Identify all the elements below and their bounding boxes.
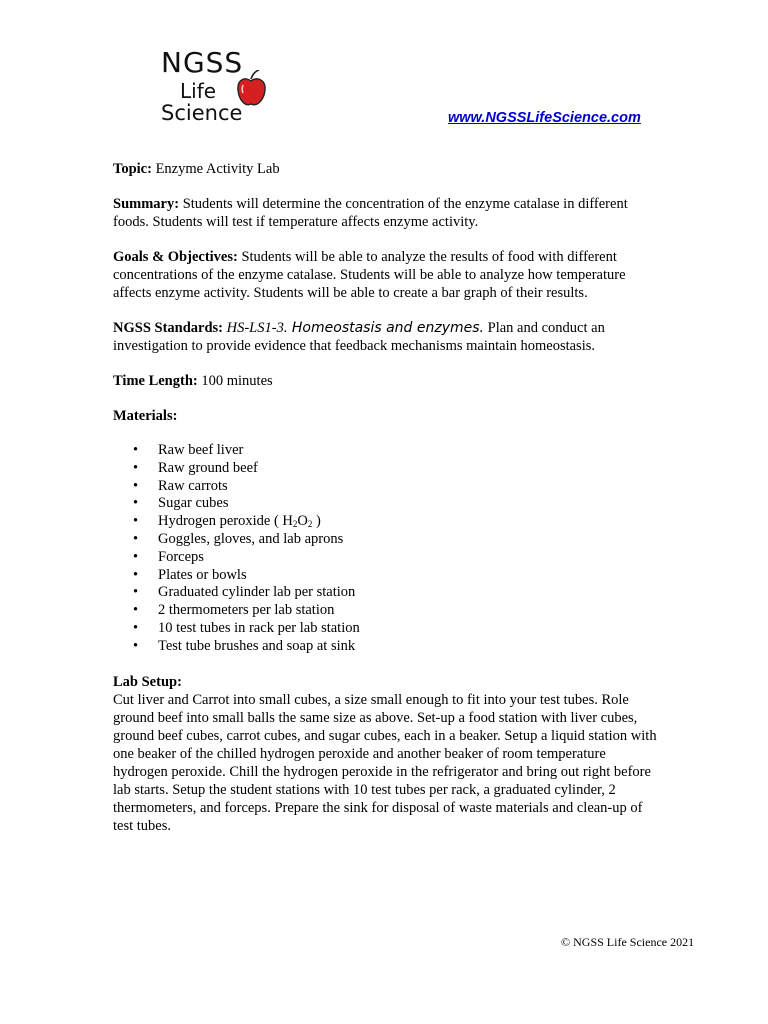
list-item: • Sugar cubes [113,495,658,513]
ngss-logo [158,46,278,128]
h2o2-oxygen: O [297,513,308,530]
h2o2-close: ) [312,513,321,530]
apple-icon [236,70,266,108]
list-item: • Raw carrots [113,478,658,496]
list-item: • Raw ground beef [113,460,658,478]
summary-paragraph [113,195,658,231]
time-label: Time Length: [113,373,198,389]
copyright-footer: © NGSS Life Science 2021 [561,935,695,949]
time-text: 100 minutes [197,373,273,389]
list-item: • Raw beef liver [113,442,658,460]
goals-paragraph [113,248,658,302]
time-paragraph [113,372,658,390]
standards-label: NGSS Standards: [113,320,223,336]
list-item: • Forceps [113,549,658,567]
summary-text: Students will determine the concentration of the enzyme catalase in different foods. Students will test if temperature affects enzyme activity. [113,196,628,230]
list-item: • Plates or bowls [113,567,658,585]
materials-heading: Materials: [113,408,178,424]
list-item: • Graduated cylinder lab per station [113,584,658,602]
goals-label: Goals & Objectives: [113,249,238,265]
list-item: • 10 test tubes in rack per lab station [113,620,658,638]
standards-code: HS-LS1-3. [223,320,288,336]
goals-text: Students will be able to analyze the results of food with different concentrations of the enzyme catalase. Students will be able to analyze how temperature affects enzyme activity. Students will be able to create a bar graph of their results. [113,249,626,301]
topic-label: Topic: [113,161,152,177]
list-item: • 2 thermometers per lab station [113,602,658,620]
standards-title: Homeostasis and enzymes. [287,320,485,336]
list-item: • Goggles, gloves, and lab aprons [113,531,658,549]
topic-text: Enzyme Activity Lab [151,161,280,177]
list-item: • Test tube brushes and soap at sink [113,638,658,656]
h2o2-subscript: 2 [307,519,313,530]
lab-setup-heading: Lab Setup: [113,673,182,690]
topic-paragraph [113,160,658,178]
website-link[interactable]: www.NGSSLifeScience.com [448,110,641,126]
list-item [113,513,658,531]
logo-line-life: Life [180,79,217,103]
standards-text: Plan and conduct an investigation to provide evidence that feedback mechanisms maintain homeostasis. [113,320,605,354]
lab-setup-text: Cut liver and Carrot into small cubes, a size small enough to fit into your test tubes. Role ground beef into small balls the same size as above. Set-up a food station with liver cubes, ground beef cubes, carrot cubes, and sugar cubes, each in a beaker. Setup a liquid station with one beaker of the chilled hydrogen peroxide and another beaker of room temperature hydrogen peroxide. Chill the hydrogen peroxide in the refrigerator and bring out right before lab starts. Setup the student stations with 10 test tubes per rack, a graduated cylinder, 2 thermometers, and forceps. Prepare the sink for disposal of waste materials and clean-up of test tubes. [113,691,657,834]
h2o2-subscript: 2 [292,519,298,530]
logo-line-science: Science [161,101,243,125]
materials-list [113,442,658,656]
standards-paragraph [113,319,658,355]
document-body [113,160,658,852]
h2o2-text: Hydrogen peroxide ( H [158,513,293,530]
summary-label: Summary: [113,196,180,212]
logo-line-ngss: NGSS [161,46,244,79]
